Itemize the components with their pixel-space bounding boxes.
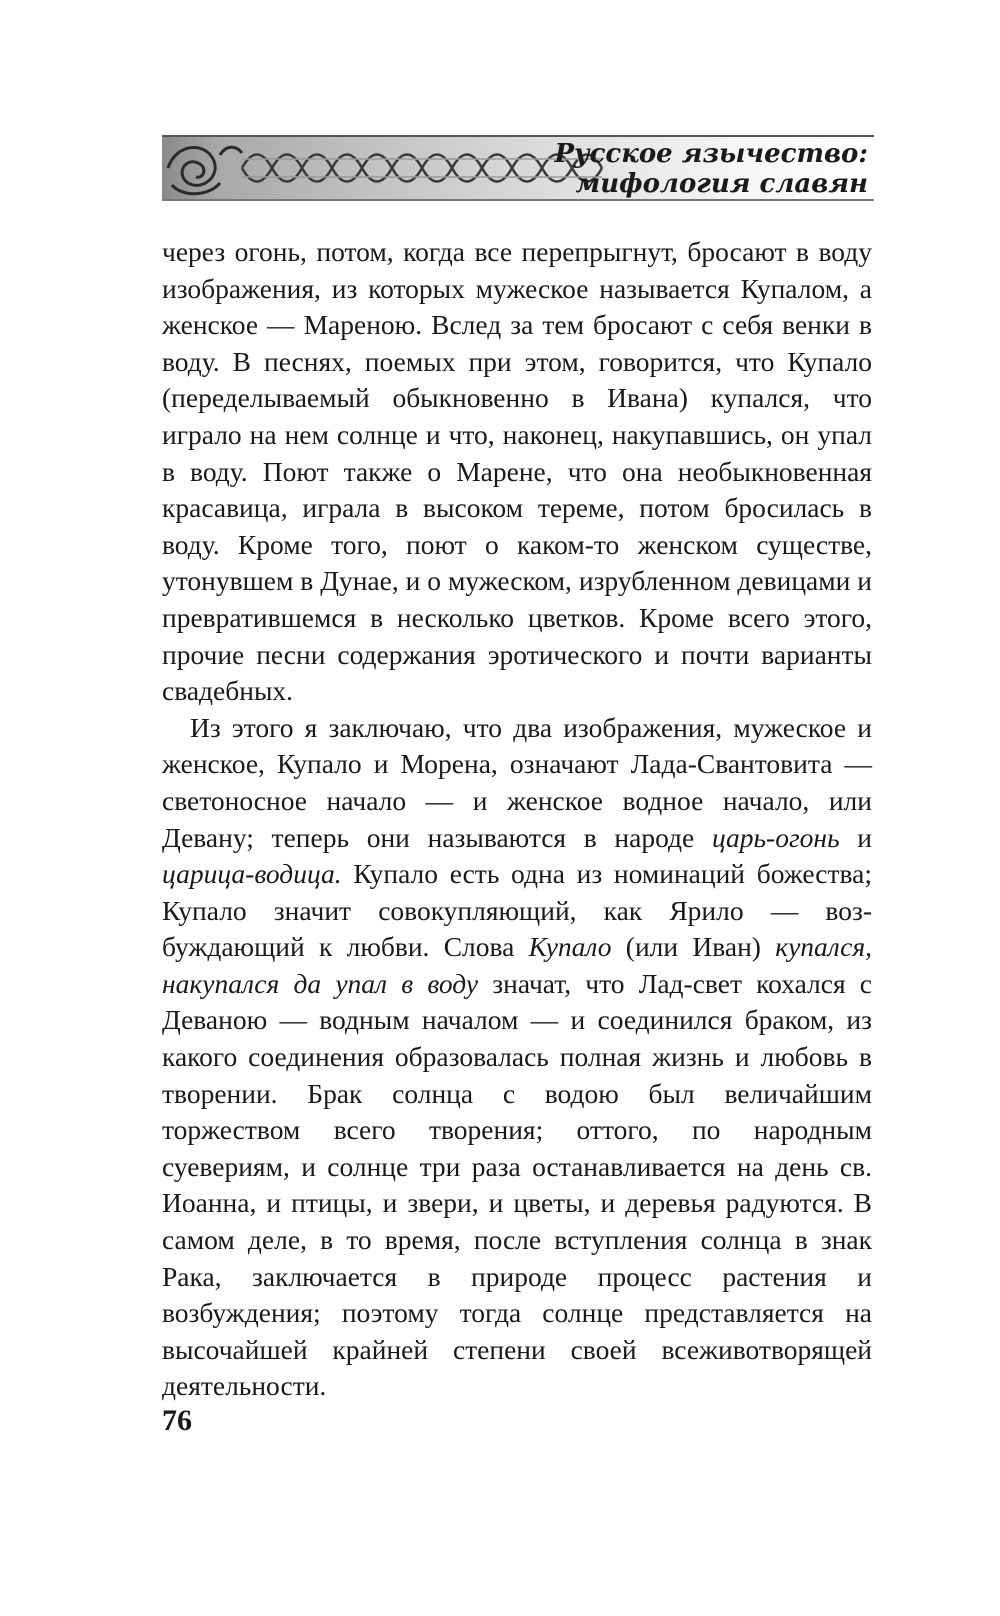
page-number: 76 [162, 1404, 192, 1437]
paragraph-2-text-d: (или Иван) [611, 931, 776, 963]
paragraph-2-text-a: Из этого я заключаю, что два изображения, мужеское и женское, Купало и Морена, означают Лада-Свантовита — светоносное начало — и женское водное начало, или Девану; теперь они называются в народе [162, 711, 872, 853]
running-header [162, 135, 874, 201]
paragraph-2-text-b: и [839, 821, 873, 853]
knotwork-ornament-icon [162, 135, 622, 201]
paragraph-1: через огонь, потом, когда все перепрыгнут, бросают в воду изображения, из которых мужеское называется Купалом, а женское — Мареною. Вслед за тем бросают с себя венки в воду. В песнях, поемых при этом, говорится, что Купало (переделываемый обыкновенно в Ивана) купался, что играло на нем солнце и что, наконец, накупавшись, он упал в воду. Поют также о Марене, что она необыкновенная красавица, играла в высоком тереме, потом бросилась в воду. Кроме того, поют о каком-то женском существе, утонувшем в Дунае, и о мужеском, изрубленном девицами и превратившемся в несколько цветков. Кроме всего этого, прочие песни содержания эротического и почти варианты свадебных. [162, 236, 872, 707]
header-title-line2: мифология славян [575, 169, 868, 199]
paragraph-2-italic-3: Купало [528, 931, 612, 963]
paragraph-2-italic-4: купался, накупался да упал в воду [162, 931, 872, 999]
header-title [554, 139, 868, 199]
paragraph-2-italic-1: царь-огонь [711, 821, 840, 853]
paragraph-2-text-e: значат, что Лад-свет кохался с Деваною — водным началом — и соединился браком, из какого соединения образовалась полная жизнь и любовь в творении. Брак солнца с водою был величайшим торжеством всего творения; оттого, по народным суевериям, и солнце три раза останавливается на день св. Иоанна, и птицы, и звери, и цветы, и деревья радуются. В самом деле, в то время, после вступления солнца в знак Рака, заключается в природе процесс растения и возбуждения; поэтому тогда солнце представляется на высочайшей крайней степени своей всеживотворящей деятельности. [162, 967, 872, 1402]
paragraph-2-text-c: Купало есть одна из номинаций божества; Купало значит совокупляющий, как Ярило — возбуждающий к любви. Слова [162, 858, 872, 963]
body-text [162, 234, 872, 1405]
paragraph-2 [162, 710, 872, 1405]
paragraph-2-italic-2: царица-водица. [162, 858, 342, 890]
header-title-line1: Русское язычество: [554, 139, 868, 169]
